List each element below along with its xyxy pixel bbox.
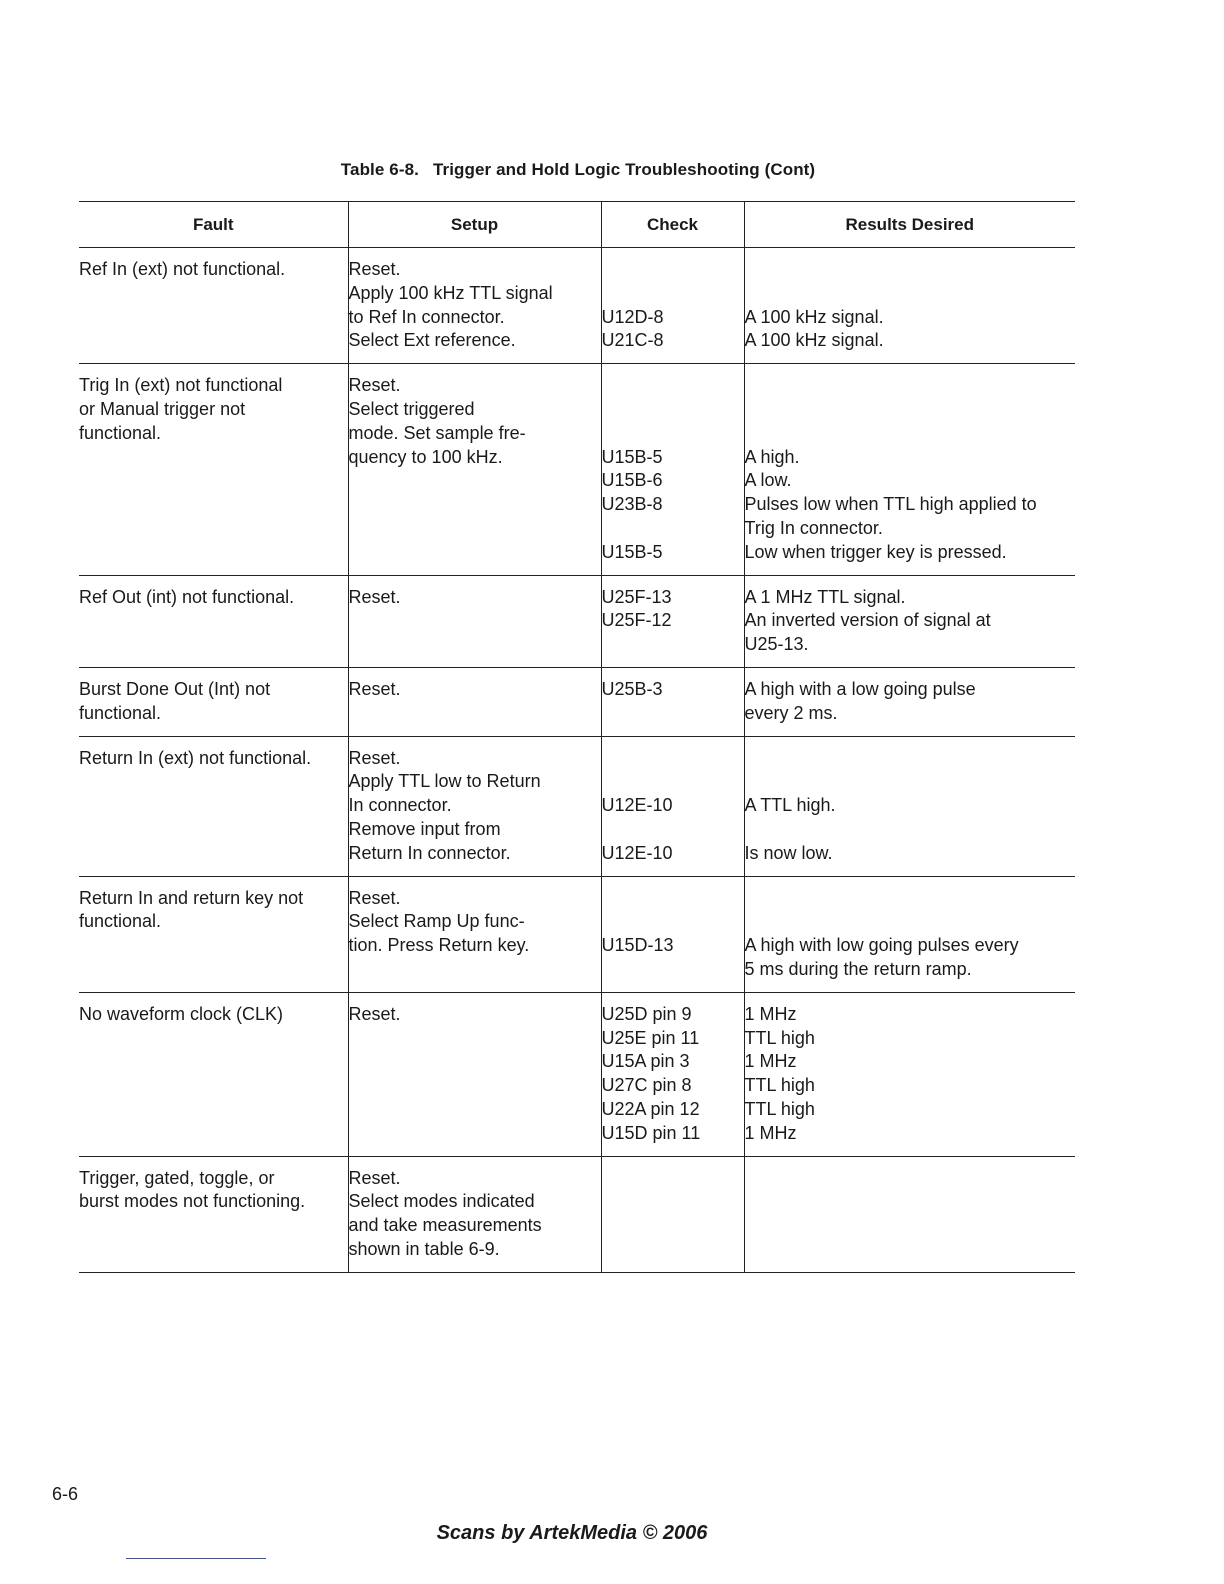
fault-cell — [79, 667, 348, 736]
results-line: A 100 kHz signal. — [744, 306, 884, 327]
fault-cell — [79, 248, 348, 364]
results-line: A TTL high. — [744, 795, 836, 816]
fault-line: Ref Out (int) not functional. — [79, 586, 295, 607]
table-row — [79, 736, 1075, 876]
check-line: U23B-8 — [601, 494, 663, 515]
setup-cell — [348, 667, 601, 736]
results-line — [745, 770, 1076, 794]
results-cell — [744, 575, 1075, 667]
results-cell — [744, 1156, 1075, 1272]
check-cell — [601, 736, 744, 876]
check-line: U15B-5 — [601, 446, 663, 467]
setup-line: In connector. — [348, 795, 452, 816]
results-line — [745, 818, 1076, 842]
setup-line: Select Ext reference. — [348, 330, 516, 351]
setup-line: Reset. — [348, 1167, 401, 1188]
header-row — [79, 202, 1075, 248]
check-line: U15B-6 — [601, 470, 663, 491]
results-line: Pulses low when TTL high applied to — [744, 494, 1037, 515]
results-line: 1 MHz — [744, 1051, 797, 1072]
setup-line: Return In connector. — [348, 842, 511, 863]
setup-line: Reset. — [348, 259, 401, 279]
table-row — [79, 575, 1075, 667]
table-row — [79, 876, 1075, 992]
check-line: U22A pin 12 — [601, 1098, 700, 1119]
fault-line: Return In and return key not — [79, 887, 304, 908]
table-row — [79, 667, 1075, 736]
check-cell — [601, 248, 744, 364]
results-line — [745, 422, 1076, 446]
table-header — [79, 202, 1075, 248]
results-line — [745, 887, 1076, 911]
header-fault: Fault — [79, 202, 348, 248]
setup-line: shown in table 6-9. — [348, 1238, 500, 1259]
results-cell — [744, 667, 1075, 736]
setup-line: Reset. — [348, 678, 401, 699]
troubleshooting-table — [79, 201, 1075, 1273]
check-line: U12E-10 — [601, 842, 673, 863]
setup-cell — [348, 364, 601, 575]
results-line: 1 MHz — [744, 1122, 797, 1143]
fault-cell — [79, 1156, 348, 1272]
setup-cell — [348, 736, 601, 876]
results-line: Is now low. — [744, 842, 833, 863]
results-line: TTL high — [744, 1098, 815, 1119]
check-cell — [601, 876, 744, 992]
fault-line: burst modes not functioning. — [79, 1191, 306, 1212]
fault-cell — [79, 364, 348, 575]
results-line — [745, 282, 1076, 306]
fault-line: functional. — [79, 702, 162, 723]
results-line — [745, 258, 1076, 282]
fault-line: Ref In (ext) not functional. — [79, 259, 286, 279]
table-row — [79, 364, 1075, 575]
check-line: U15B-5 — [601, 541, 663, 562]
fault-line: Trigger, gated, toggle, or — [79, 1167, 275, 1188]
setup-cell — [348, 1156, 601, 1272]
setup-line: Reset. — [348, 1003, 401, 1024]
check-line — [602, 818, 744, 842]
setup-line: tion. Press Return key. — [348, 935, 530, 956]
check-line: U15D pin 11 — [601, 1122, 701, 1143]
check-cell — [601, 364, 744, 575]
results-line — [745, 374, 1076, 398]
check-line — [602, 282, 744, 306]
check-line — [602, 887, 744, 911]
check-line: U27C pin 8 — [601, 1075, 692, 1096]
results-line — [745, 910, 1076, 934]
check-cell — [601, 575, 744, 667]
results-line — [745, 747, 1076, 771]
check-line: U15A pin 3 — [601, 1051, 690, 1072]
fault-line: or Manual trigger not — [79, 398, 246, 419]
results-line: Trig In connector. — [744, 517, 883, 538]
header-check: Check — [601, 202, 744, 248]
fault-line: Return In (ext) not functional. — [79, 747, 312, 768]
results-line: A 1 MHz TTL signal. — [744, 586, 906, 607]
fault-cell — [79, 876, 348, 992]
check-line — [602, 422, 744, 446]
results-line: A low. — [744, 470, 792, 491]
check-line — [602, 258, 744, 282]
results-line: A high with a low going pulse — [744, 678, 976, 699]
setup-line: Select modes indicated — [348, 1191, 535, 1212]
fault-line: No waveform clock (CLK) — [79, 1003, 284, 1024]
setup-cell — [348, 575, 601, 667]
results-line: every 2 ms. — [744, 702, 838, 723]
check-line — [602, 910, 744, 934]
setup-line: Apply TTL low to Return — [348, 771, 541, 792]
check-line: U21C-8 — [601, 330, 664, 351]
check-line — [602, 517, 744, 541]
footer-rule — [126, 1558, 266, 1559]
table-number: Table 6-8. — [340, 160, 419, 179]
results-line: U25-13. — [744, 634, 809, 655]
table-title — [0, 160, 1156, 180]
results-cell — [744, 876, 1075, 992]
check-line: U12D-8 — [601, 306, 664, 327]
setup-line: Reset. — [348, 375, 401, 396]
results-line: TTL high — [744, 1075, 815, 1096]
check-line — [602, 374, 744, 398]
table-row — [79, 248, 1075, 364]
table-row — [79, 1156, 1075, 1272]
check-line: U25B-3 — [601, 678, 663, 699]
setup-line: mode. Set sample fre- — [348, 422, 526, 443]
footer-credit: Scans by ArtekMedia © 2006 — [436, 1522, 708, 1544]
setup-cell — [348, 876, 601, 992]
check-line: U25F-13 — [601, 586, 672, 607]
setup-line: Remove input from — [348, 818, 501, 839]
setup-line: Reset. — [348, 747, 401, 768]
setup-line: quency to 100 kHz. — [348, 446, 503, 467]
setup-line: and take measurements — [348, 1215, 542, 1236]
setup-cell — [348, 248, 601, 364]
check-line: U25E pin 11 — [601, 1027, 700, 1048]
setup-line: Select Ramp Up func- — [348, 911, 525, 932]
fault-line: Trig In (ext) not functional — [79, 375, 283, 396]
results-cell — [744, 364, 1075, 575]
results-line: A 100 kHz signal. — [744, 330, 884, 351]
check-line: U25F-12 — [601, 610, 672, 631]
header-setup: Setup — [348, 202, 601, 248]
check-line — [602, 747, 744, 771]
setup-line: Reset. — [348, 586, 401, 607]
results-line: A high. — [744, 446, 800, 467]
table-row — [79, 992, 1075, 1156]
fault-cell — [79, 736, 348, 876]
results-line: An inverted version of signal at — [744, 610, 991, 631]
fault-line: Burst Done Out (Int) not — [79, 678, 271, 699]
page-number: 6-6 — [52, 1484, 79, 1504]
check-line — [602, 770, 744, 794]
check-cell — [601, 1156, 744, 1272]
fault-line: functional. — [79, 911, 162, 932]
results-cell — [744, 248, 1075, 364]
results-line: A high with low going pulses every — [744, 935, 1019, 956]
check-cell — [601, 992, 744, 1156]
table-title-text: Trigger and Hold Logic Troubleshooting (Cont) — [432, 160, 816, 179]
fault-cell — [79, 992, 348, 1156]
setup-line: Reset. — [348, 887, 401, 908]
table-body — [79, 248, 1075, 1273]
check-line: U15D-13 — [601, 935, 674, 956]
check-line: U25D pin 9 — [601, 1003, 692, 1024]
check-line — [602, 398, 744, 422]
results-cell — [744, 992, 1075, 1156]
setup-line: to Ref In connector. — [348, 306, 505, 327]
results-line: Low when trigger key is pressed. — [744, 541, 1007, 562]
results-line: 5 ms during the return ramp. — [744, 958, 972, 979]
setup-line: Select triggered — [348, 398, 475, 419]
fault-cell — [79, 575, 348, 667]
fault-line: functional. — [79, 422, 162, 443]
results-cell — [744, 736, 1075, 876]
results-line — [745, 398, 1076, 422]
results-line: TTL high — [744, 1027, 815, 1048]
results-line: 1 MHz — [744, 1003, 797, 1024]
setup-cell — [348, 992, 601, 1156]
setup-line: Apply 100 kHz TTL signal — [348, 282, 553, 303]
check-line: U12E-10 — [601, 795, 673, 816]
header-results: Results Desired — [744, 202, 1075, 248]
check-cell — [601, 667, 744, 736]
